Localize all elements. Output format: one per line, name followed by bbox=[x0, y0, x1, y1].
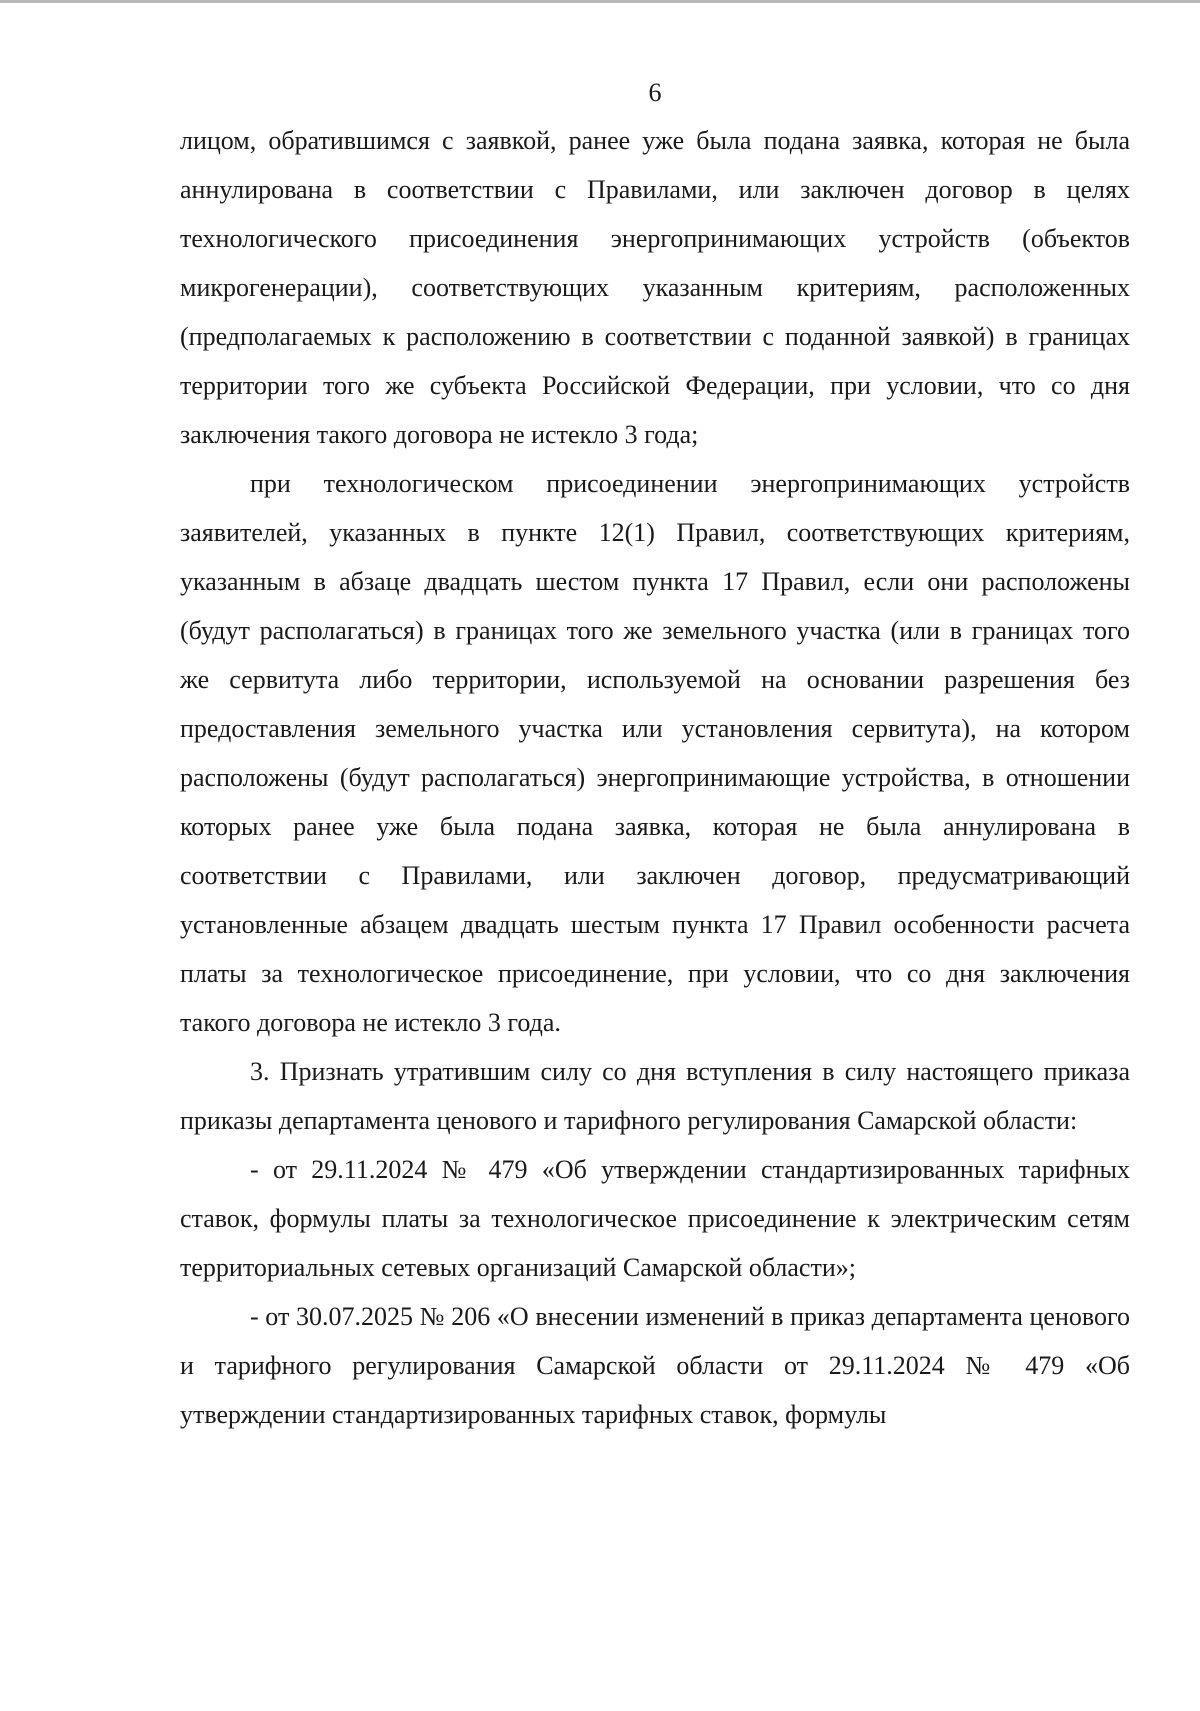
paragraph-technological-connection: при технологическом присоединении энергопринимающих устройств заявителей, указанных в пункте 12(1) Правил, соответствующих критериям, указанным в абзаце двадцать шестом пункта 17 Правил, если они расположены (будут располагаться) в границах того же земельного участка (или в границах того же сервитута либо территории, используемой на основании разрешения без предоставления земельного участка или установления сервитута), на котором расположены (будут располагаться) энергопринимающие устройства, в отношении которых ранее уже была подана заявка, которая не была аннулирована в соответствии с Правилами, или заключен договор, предусматривающий установленные абзацем двадцать шестым пункта 17 Правил особенности расчета платы за технологическое присоединение, при условии, что со дня заключения такого договора не истекло 3 года. bbox=[180, 469, 1130, 1037]
document-page bbox=[180, 70, 1130, 1439]
list-item-order-206: - от 30.07.2025 № 206 «О внесении изменений в приказ департамента ценового и тарифного регулирования Самарской области от 29.11.2024 № 479 «Об утверждении стандартизированных тарифных ставок, формулы bbox=[180, 1302, 1130, 1429]
paragraph-item-3: 3. Признать утратившим силу со дня вступления в силу настоящего приказа приказы департамента ценового и тарифного регулирования Самарской области: bbox=[180, 1057, 1130, 1135]
list-item-order-479: - от 29.11.2024 № 479 «Об утверждении стандартизированных тарифных ставок, формулы платы за технологическое присоединение к электрическим сетям территориальных сетевых организаций Самарской области»; bbox=[180, 1155, 1130, 1282]
page-top-edge bbox=[0, 0, 1200, 3]
paragraph-continuation: лицом, обратившимся с заявкой, ранее уже была подана заявка, которая не была аннулирована в соответствии с Правилами, или заключен договор в целях технологического присоединения энергопринимающих устройств (объектов микрогенерации), соответствующих указанным критериям, расположенных (предполагаемых к расположению в соответствии с поданной заявкой) в границах территории того же субъекта Российской Федерации, при условии, что со дня заключения такого договора не истекло 3 года; bbox=[180, 126, 1130, 449]
page-number: 6 bbox=[648, 78, 662, 107]
